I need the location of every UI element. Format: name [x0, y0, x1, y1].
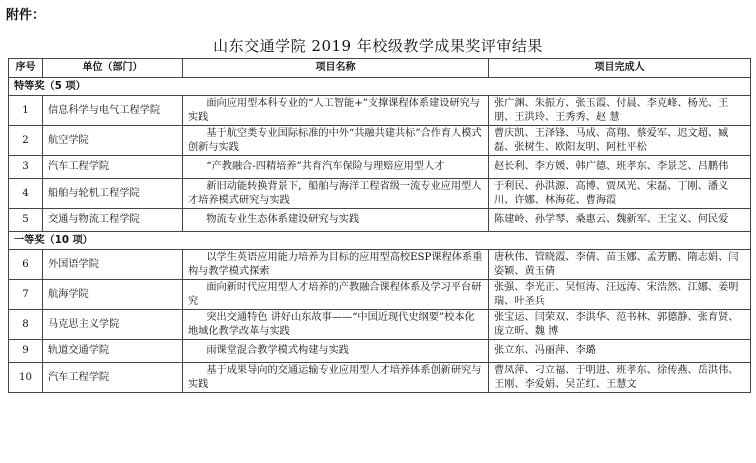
cell-seq: 2 — [9, 126, 43, 156]
cell-seq: 7 — [9, 280, 43, 310]
table-row — [9, 126, 751, 156]
cell-people: 张立东、冯丽萍、李璐 — [489, 340, 751, 363]
cell-people: 张广渊、朱振方、张玉霞、付晨、李克峰、杨光、王 朋、王洪玲、王秀秀、赵 慧 — [489, 96, 751, 126]
cell-unit: 航空学院 — [43, 126, 183, 156]
cell-project: 面向应用型本科专业的“人工智能+”支撑课程体系建设研究与实践 — [183, 96, 489, 126]
cell-unit: 航海学院 — [43, 280, 183, 310]
table-row — [9, 156, 751, 179]
cell-project: 突出交通特色 讲好山东故事——“中国近现代史纲要”校本化地域化教学改革与实践 — [183, 310, 489, 340]
cell-unit: 船舶与轮机工程学院 — [43, 179, 183, 209]
cell-project: 新旧动能转换背景下，船舶与海洋工程省级一流专业应用型人才培养模式研究与实践 — [183, 179, 489, 209]
cell-unit: 外国语学院 — [43, 250, 183, 280]
header-seq: 序号 — [9, 59, 43, 78]
cell-people: 唐秋伟、管晓霞、李倩、苗玉娜、孟芳鹏、隋志娟、闫姿颖、黄玉倩 — [489, 250, 751, 280]
cell-project: “产教融合-四精培养”共育汽车保险与理赔应用型人才 — [183, 156, 489, 179]
table-row — [9, 340, 751, 363]
cell-seq: 5 — [9, 209, 43, 232]
attachment-label: 附件： — [6, 8, 46, 23]
cell-project: 基于成果导向的交通运输专业应用型人才培养体系创新研究与实践 — [183, 363, 489, 393]
table-row — [9, 96, 751, 126]
cell-people: 赵长利、李方媛、韩广德、班孝东、李景芝、吕鹏伟 — [489, 156, 751, 179]
table-row — [9, 179, 751, 209]
cell-project: 雨课堂混合教学模式构建与实践 — [183, 340, 489, 363]
table-body — [9, 78, 751, 393]
cell-unit: 汽车工程学院 — [43, 363, 183, 393]
table-row — [9, 250, 751, 280]
results-table — [8, 58, 751, 393]
cell-seq: 3 — [9, 156, 43, 179]
header-people: 项目完成人 — [489, 59, 751, 78]
cell-people: 于利民、孙洪源、高博、贾凤光、宋磊、丁刚、潘义川、许娜、林海花、曹海霞 — [489, 179, 751, 209]
header-unit: 单位（部门） — [43, 59, 183, 78]
section-header-row — [9, 78, 751, 96]
cell-unit: 汽车工程学院 — [43, 156, 183, 179]
cell-seq: 8 — [9, 310, 43, 340]
cell-project: 物流专业生态体系建设研究与实践 — [183, 209, 489, 232]
cell-unit: 马克思主义学院 — [43, 310, 183, 340]
cell-unit: 轨道交通学院 — [43, 340, 183, 363]
document-title: 山东交通学院 2019 年校级教学成果奖评审结果 — [213, 37, 543, 55]
cell-people: 张宝运、闫荣双、李洪华、范书林、郭德静、张育贤、庞立昕、魏 博 — [489, 310, 751, 340]
cell-unit: 交通与物流工程学院 — [43, 209, 183, 232]
section-label: 特等奖（5 项） — [9, 78, 751, 96]
table-row — [9, 280, 751, 310]
cell-seq: 6 — [9, 250, 43, 280]
table-row — [9, 310, 751, 340]
cell-people: 曹庆凯、王泽锋、马成、高翔、蔡爱军、迟文超、臧磊、张树生、欧阳友明、阿杜平松 — [489, 126, 751, 156]
cell-seq: 1 — [9, 96, 43, 126]
cell-people: 曹凤萍、刁立福、于明进、班孝东、徐传燕、岳洪伟、王刚、李爱娟、吴芷红、王慧文 — [489, 363, 751, 393]
cell-project: 基于航空类专业国际标准的中外“共融共建共标”合作育人模式创新与实践 — [183, 126, 489, 156]
cell-project: 以学生英语应用能力培养为目标的应用型高校ESP课程体系重构与教学模式探索 — [183, 250, 489, 280]
cell-seq: 10 — [9, 363, 43, 393]
section-label: 一等奖（10 项） — [9, 232, 751, 250]
table-row — [9, 209, 751, 232]
cell-seq: 4 — [9, 179, 43, 209]
cell-project: 面向新时代应用型人才培养的产教融合课程体系及学习平台研究 — [183, 280, 489, 310]
cell-people: 张强、李光正、吴恒涛、汪远涛、宋浩然、江娜、姜明瑞、叶圣兵 — [489, 280, 751, 310]
cell-people: 陈建岭、孙学琴、桑惠云、魏新军、王宝义、何民爱 — [489, 209, 751, 232]
table-row — [9, 363, 751, 393]
table-header-row — [9, 59, 751, 78]
header-project: 项目名称 — [183, 59, 489, 78]
cell-unit: 信息科学与电气工程学院 — [43, 96, 183, 126]
section-header-row — [9, 232, 751, 250]
cell-seq: 9 — [9, 340, 43, 363]
